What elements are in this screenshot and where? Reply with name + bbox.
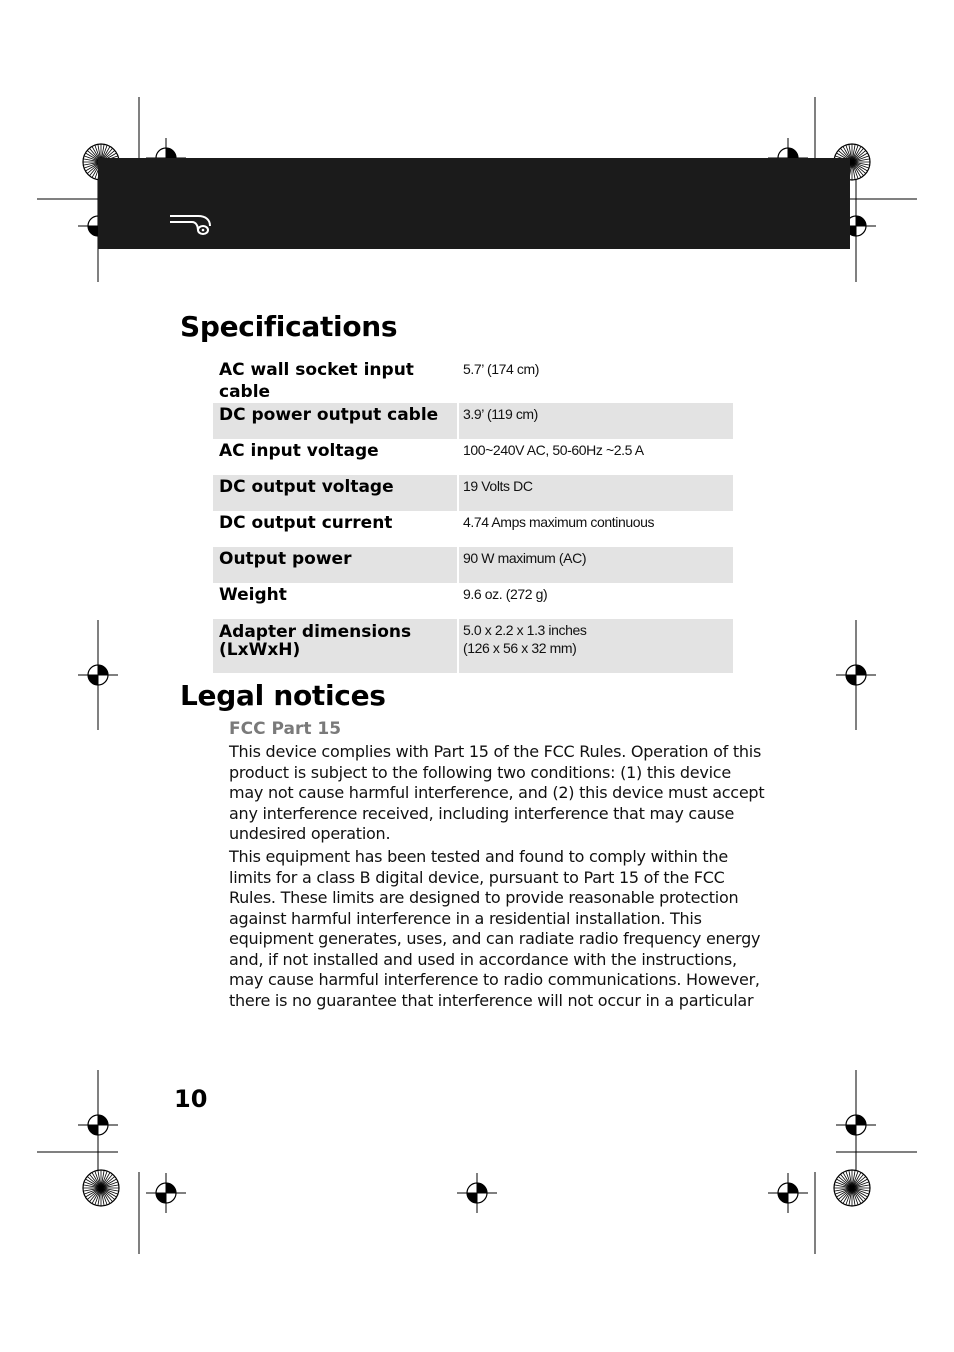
table-row [213, 547, 733, 583]
specifications-title: Specifications [180, 310, 398, 343]
header-bar [98, 158, 850, 249]
table-row [213, 358, 733, 403]
plug-cable-icon [168, 210, 216, 238]
spec-value: 3.9’ (119 cm) [458, 403, 733, 439]
spec-label: Weight [213, 583, 458, 619]
registration-crosshair-icon [836, 655, 876, 695]
spec-value: 9.6 oz. (272 g) [463, 586, 548, 602]
spec-value: 5.0 x 2.2 x 1.3 inches (126 x 56 x 32 mm) [458, 619, 733, 673]
fcc-paragraph: This equipment has been tested and found to comply within the limits for a class B digital device, pursuant to Part 15 of the FCC Rules. These limits are designed to provide reasonable protection against harmful interference in a residential installation. This equipment generates, uses, and can radiate radio frequency energy and, if not installed and used in accordance with the instructions, may cause harmful interference to radio communications. However, there is no guarantee that interference will not occur in a particular [229, 847, 761, 1010]
table-row [213, 475, 733, 511]
spec-label: Adapter dimensions (LxWxH) [213, 619, 458, 673]
spec-value: 5.7’ (174 cm) [463, 361, 539, 377]
page-number: 10 [174, 1085, 208, 1113]
legal-notices-title: Legal notices [180, 679, 386, 712]
spec-value: 19 Volts DC [458, 475, 733, 511]
spec-label: DC output voltage [213, 475, 458, 511]
table-row [213, 583, 733, 619]
spec-label: DC output current [213, 511, 458, 547]
table-row [213, 619, 733, 673]
specifications-table [213, 358, 733, 673]
table-row [213, 403, 733, 439]
registration-crosshair-icon [768, 1173, 808, 1213]
spec-label: DC power output cable [213, 403, 458, 439]
spec-value: 100~240V AC, 50-60Hz ~2.5 A [463, 442, 644, 458]
table-row [213, 511, 733, 547]
registration-crosshair-icon [78, 1105, 118, 1145]
registration-starburst-icon [83, 1170, 119, 1206]
fcc-part-15-heading: FCC Part 15 [229, 719, 342, 739]
spec-label: Output power [213, 547, 458, 583]
spec-value: 90 W maximum (AC) [458, 547, 733, 583]
registration-crosshair-icon [146, 1173, 186, 1213]
registration-crosshair-icon [836, 1105, 876, 1145]
registration-starburst-icon [834, 1170, 870, 1206]
spec-value: 4.74 Amps maximum continuous [463, 514, 655, 530]
fcc-paragraph: This device complies with Part 15 of the FCC Rules. Operation of this product is subject to the following two conditions: (1) this device may not cause harmful interference, and (2) this device must accept any interference received, including interference that may cause undesired operation. [229, 742, 765, 843]
registration-crosshair-icon [78, 655, 118, 695]
spec-label: AC wall socket input cable [213, 358, 458, 403]
spec-label: AC input voltage [213, 439, 458, 475]
registration-crosshair-icon [457, 1173, 497, 1213]
table-row [213, 439, 733, 475]
